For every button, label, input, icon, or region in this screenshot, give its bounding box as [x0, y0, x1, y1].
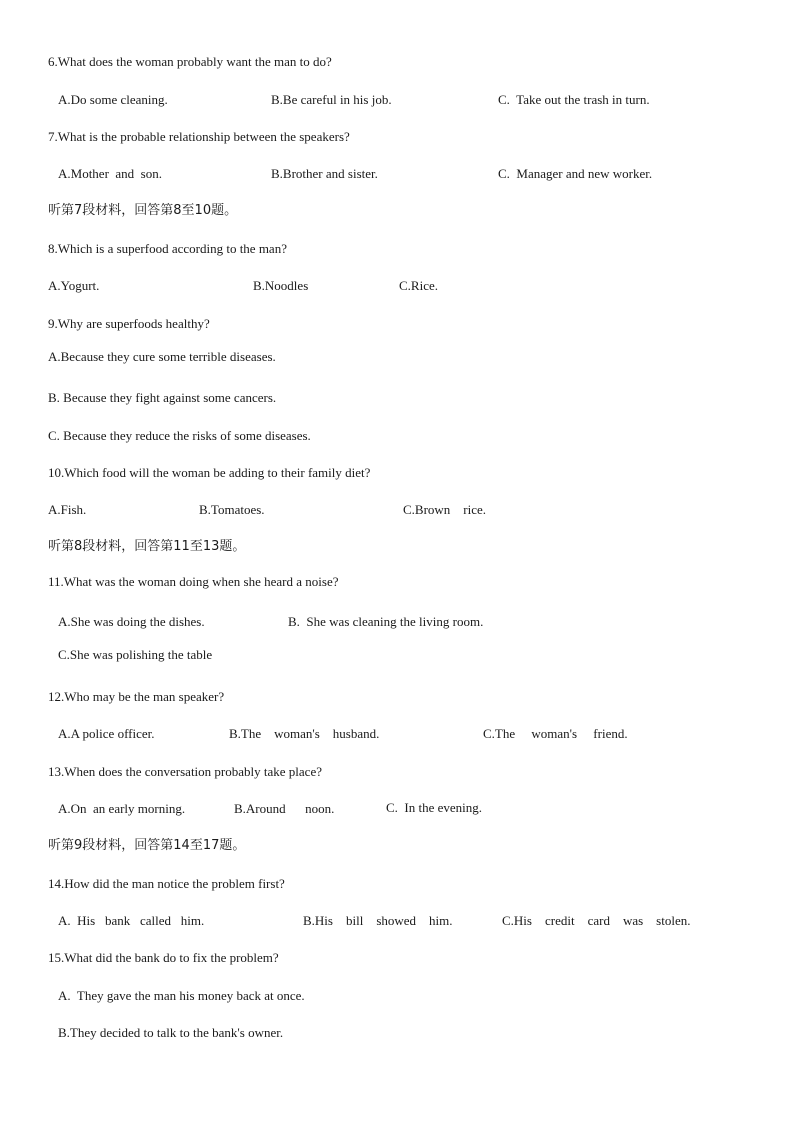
q11-option-a: A.She was doing the dishes. — [58, 614, 205, 629]
question-7: 7.What is the probable relationship between the speakers? — [48, 129, 350, 144]
q13-option-a: A.On an early morning. — [58, 801, 186, 816]
q6-option-a: A.Do some cleaning. — [58, 92, 168, 107]
q14-option-a: A. His bank called him. — [58, 913, 205, 928]
q11-option-c: C.She was polishing the table — [58, 647, 213, 662]
question-12: 12.Who may be the man speaker? — [48, 689, 225, 704]
q10-option-c: C.Brown rice. — [403, 502, 487, 517]
q8-option-a: A.Yogurt. — [48, 278, 100, 293]
q12-option-b: B.The woman's husband. — [229, 726, 380, 741]
q15-option-b: B.They decided to talk to the bank's owner. — [58, 1025, 284, 1040]
question-11: 11.What was the woman doing when she heard a noise? — [48, 574, 339, 589]
q8-option-b: B.Noodles — [253, 278, 309, 293]
q7-option-c: C. Manager and new worker. — [498, 166, 653, 181]
q14-option-b: B.His bill showed him. — [303, 913, 453, 928]
q13-option-b: B.Around noon. — [234, 801, 335, 816]
section-heading-9: 听第9段材料，回答第14至17题。 — [48, 838, 246, 853]
q6-option-b: B.Be careful in his job. — [271, 92, 392, 107]
section-heading-8: 听第8段材料，回答第11至13题。 — [48, 539, 246, 554]
q10-option-a: A.Fish. — [48, 502, 87, 517]
q11-option-b: B. She was cleaning the living room. — [288, 614, 484, 629]
q9-option-b: B. Because they fight against some cancers. — [48, 390, 277, 405]
q13-option-c: C. In the evening. — [386, 800, 483, 815]
q8-option-c: C.Rice. — [399, 278, 438, 293]
question-15: 15.What did the bank do to fix the problem? — [48, 950, 279, 965]
q15-option-a: A. They gave the man his money back at once. — [58, 988, 305, 1003]
section-heading-7: 听第7段材料，回答第8至10题。 — [48, 203, 238, 218]
q7-option-a: A.Mother and son. — [58, 166, 162, 181]
q14-option-c: C.His credit card was stolen. — [502, 913, 691, 928]
question-13: 13.When does the conversation probably take place? — [48, 764, 322, 779]
q6-option-c: C. Take out the trash in turn. — [498, 92, 650, 107]
question-10: 10.Which food will the woman be adding to their family diet? — [48, 465, 371, 480]
q7-option-b: B.Brother and sister. — [271, 166, 378, 181]
question-9: 9.Why are superfoods healthy? — [48, 316, 210, 331]
question-14: 14.How did the man notice the problem first? — [48, 876, 285, 891]
q9-option-c: C. Because they reduce the risks of some diseases. — [48, 428, 311, 443]
q12-option-a: A.A police officer. — [58, 726, 155, 741]
q9-option-a: A.Because they cure some terrible diseases. — [48, 349, 276, 364]
q10-option-b: B.Tomatoes. — [199, 502, 265, 517]
q12-option-c: C.The woman's friend. — [483, 726, 628, 741]
question-6: 6.What does the woman probably want the man to do? — [48, 54, 332, 69]
question-8: 8.Which is a superfood according to the man? — [48, 241, 287, 256]
